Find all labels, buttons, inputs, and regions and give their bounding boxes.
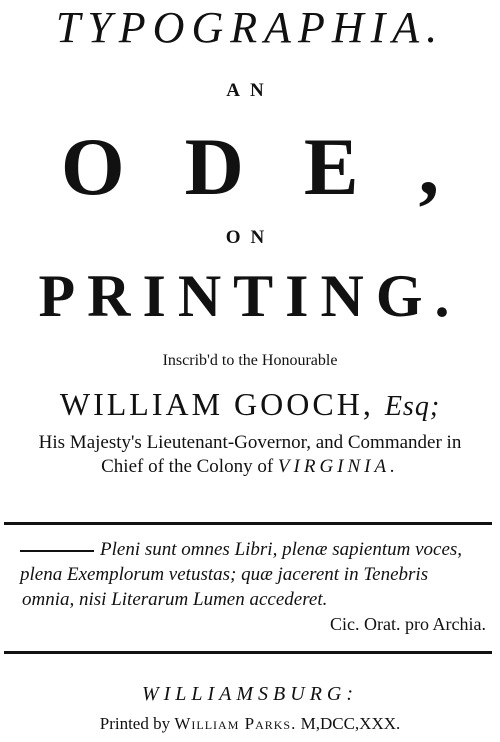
dedicatee: [0, 386, 500, 423]
subtitle-on: ON: [225, 227, 275, 248]
divider-top: [4, 522, 492, 525]
inscription: Inscrib'd to the Honourable: [162, 352, 338, 369]
office-line-1: His Majesty's Lieutenant-Governor, and Commander in: [38, 432, 462, 453]
epigraph-line-1: [20, 539, 486, 561]
office-line-2-place: VIRGINIA.: [277, 456, 399, 477]
imprint-printed-by: Printed by: [99, 714, 171, 733]
epigraph-line-3: omnia, nisi Literarum Lumen accederet.: [22, 589, 328, 610]
title: TYPOGRAPHIA.: [55, 3, 445, 52]
epigraph-dash: [20, 550, 94, 552]
dedicatee-name: WILLIAM GOOCH,: [59, 386, 374, 422]
imprint-printed: [0, 714, 500, 734]
epigraph-line-2: plena Exemplorum vetustas; quæ jacerent in Tenebris: [20, 564, 429, 585]
subtitle-ode: ODE,: [60, 121, 500, 212]
imprint-year: M,DCC,XXX.: [300, 714, 401, 733]
imprint-printer: William Parks.: [174, 714, 297, 733]
epigraph-line-1-text: Pleni sunt omnes Libri, plenæ sapientum voces,: [100, 539, 463, 560]
office-line-2: [0, 456, 500, 478]
subtitle-printing: PRINTING.: [38, 263, 462, 329]
office-line-2-prefix: Chief of the Colony of: [101, 456, 274, 477]
dedicatee-suffix: Esq;: [384, 391, 441, 422]
epigraph-citation: Cic. Orat. pro Archia.: [330, 614, 486, 634]
imprint-city: WILLIAMSBURG:: [141, 683, 359, 705]
divider-bottom: [4, 651, 492, 654]
subtitle-an: AN: [226, 80, 274, 101]
